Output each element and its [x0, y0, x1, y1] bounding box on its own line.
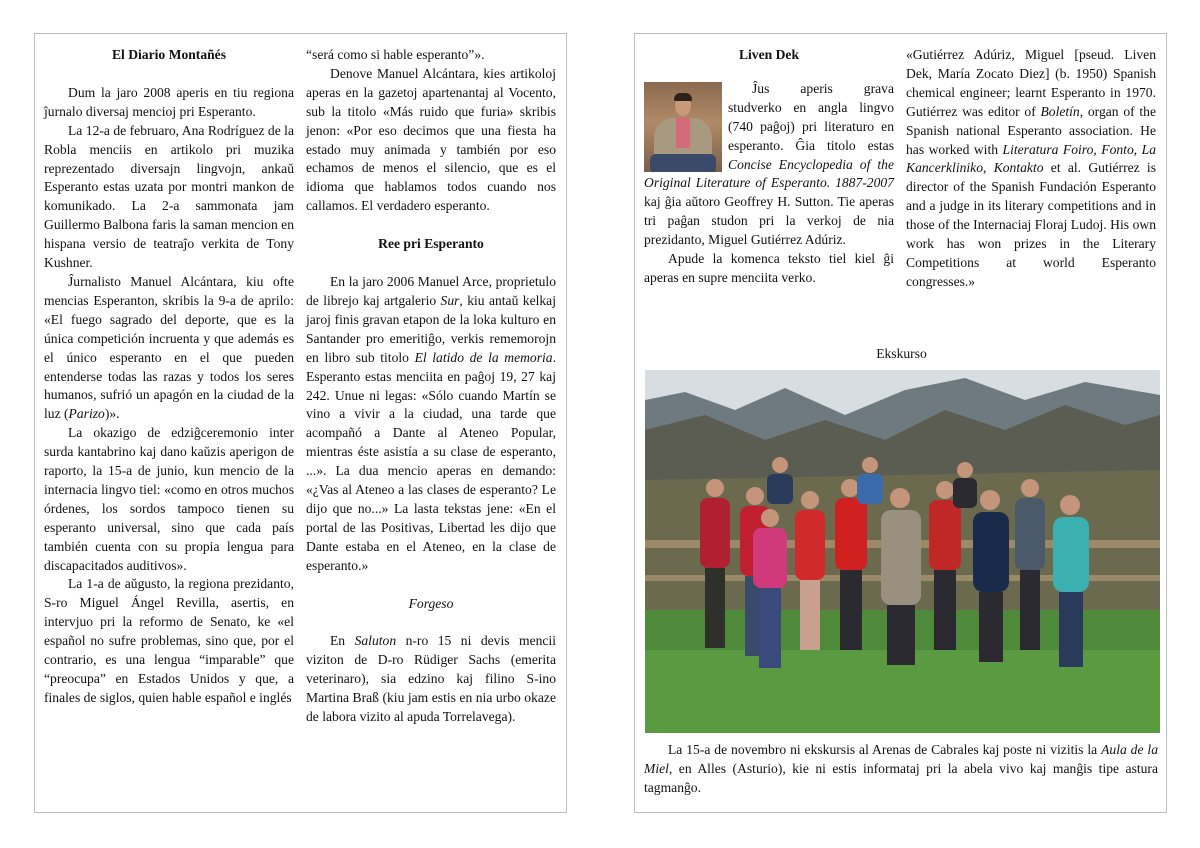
text-span: )».	[104, 406, 120, 422]
italic-text: Parizo	[68, 406, 105, 422]
portrait-hair	[674, 93, 692, 101]
paragraph: Dum la jaro 2008 aperis en tiu regiona ĵurnalo diversaj mencioj pri Esperanto.	[44, 84, 294, 119]
heading-liven-dek: Liven Dek	[738, 47, 800, 62]
text-span: n-ro 15 ni devis mencii viziton de D-ro Rüdiger Sachs (emerita veterinaro), sia edzino kaj filino S-ino Martina Braß (kiu jam estis en nia urbo okaze de labora vizito al apuda Torrelavega).	[306, 633, 556, 725]
paragraph	[306, 273, 556, 576]
portrait-photo	[644, 82, 722, 172]
paragraph: Apude la komenca teksto tiel kiel ĝi aperas en supre menciita verko.	[644, 251, 894, 285]
paragraph	[44, 273, 294, 424]
right-column-2	[906, 46, 1156, 292]
text-span: , en Alles (Asturio), kie ni estis informataj pri la abela vivo kaj manĝis tipe astura tagmanĝo.	[644, 760, 1158, 795]
text-span: En	[330, 633, 355, 649]
text-span: , kiu antaŭ kelkaj jaroj finis gravan etapon de la loka kulturo en Santander pro emeritiĝo, verkis rememorojn en libro sub titolo	[306, 292, 556, 365]
group-photo-illustration	[645, 370, 1160, 733]
heading-el-diario-montanes: El Diario Montañés	[111, 47, 227, 62]
right-page	[634, 33, 1167, 813]
text-span: ,	[1133, 141, 1142, 157]
left-column-2	[306, 46, 556, 727]
paragraph: La 1-a de aŭgusto, la regiona prezidanto, S-ro Miguel Ángel Revilla, asertis, en intervjuo pri la reformo de Senato, ke «el español no sufre problemas, sino que, por el contrario, es una lengua “imparable” que “preocupa” en Estados Unidos y que, a finales de siglos, quien hable español e inglés	[44, 576, 294, 705]
italic-text: Sur	[440, 292, 460, 308]
italic-text: Literatura Foiro	[1002, 141, 1094, 157]
text-span: . Esperanto estas menciita en paĝoj 19, 27 kaj 242. Unue ni legas: «Sólo cuando Martín se vino a vivir a la ciudad, una tarde que acompañó a Dante al Ateneo Popular, mientras éste asistía a su clase de esperanto, ...». La dua mencio aperas en demando: «¿Vas al Ateneo a las clases de esperanto? Le dijo que no...» La lasta tekstas jene: «En el portal de las Positivas, Libertad les dijo que Dante estaba en el Ateneo, en la clase de esperanto.»	[306, 349, 556, 573]
left-page	[34, 33, 567, 813]
italic-text: Concise Encyclopedia of the Original Literature of Esperanto. 1887-2007	[644, 156, 894, 191]
section-title-ekskurso: Ekskurso	[876, 346, 927, 361]
text-span: La 15-a de novembro ni ekskursis al Arenas de Cabrales kaj poste ni vizitis la	[668, 742, 1102, 757]
left-column-1	[44, 46, 294, 708]
text-span: Ĵurnalisto Manuel Alcántara, kiu ofte mencias Esperanton, skribis la 9-a de aprilo: «El fuego sagrado del deporte, que es la única competición incruenta y que además es el único esperanto en el que pueden entenderse todas las razas y todos los seres humanos, sufrió un apagón en la ciudad de la luz (	[44, 273, 294, 422]
paragraph	[906, 46, 1156, 292]
text-span: ,	[983, 160, 994, 176]
paragraph: Denove Manuel Alcántara, kies artikoloj aperas en la gazetoj apartenantaj al Vocento, sub la titolo «Más ruido que furia» skribis jenon: «Por eso decimos que una fiesta ha estado muy animada y también por eso echamos de menos el silencio, que es el idioma que hablamos todos cuando nos callamos. El verdadero esperanto.	[306, 65, 556, 214]
text-span: Ĵus aperis grava studverko en angla lingvo (740 paĝoj) pri literaturo en esperanto. Ĝia titolo estas	[728, 80, 894, 153]
text-span: et al. Gutiérrez is director of the Spanish Fundación Esperanto and a judge in its literary competitions and in those of the Internaciaj Floraj Ludoj. His own work has won prizes in the Literary Competitions at world Esperanto congresses.»	[906, 160, 1156, 289]
paragraph: La okazigo de edziĝceremonio inter surda kantabrino kaj dano kaŭzis aperigon de raporto, la 15-a de junio, kun mencio de la internacia lingvo tiel: «como en otros muchos órdenes, los sordos tampoco tienen su esperanto universal, sino que cada país también cuenta con su propia lengua para discapacitados auditivos».	[44, 425, 294, 573]
heading-ree-pri-esperanto: Ree pri Esperanto	[378, 236, 484, 252]
italic-text: Boletín	[1040, 103, 1080, 119]
heading-forgeso: Forgeso	[408, 595, 454, 611]
text-span: «Gutiérrez Adúriz, Miguel [pseud. Liven Dek, María Zocato Diez] (b. 1950) Spanish chemical engineer; learnt Esperanto in 1970. Gutiérrez was editor of	[906, 47, 1156, 119]
group-photo	[645, 370, 1160, 733]
text-span: kaj ĝia aŭtoro Geoffrey H. Sutton. Tie aperas tri paĝan studon pri la verkoj de nia prezidanto, Miguel Gutiérrez Adúriz.	[644, 194, 894, 248]
italic-text: Kontakto	[993, 160, 1044, 176]
italic-text: La Kancerkliniko	[906, 141, 1156, 176]
photo-caption	[644, 741, 1158, 798]
italic-text: Saluton	[354, 633, 397, 649]
text-span: , organ of the Spanish national Esperanto association. He has worked with	[906, 103, 1156, 157]
text-span: En la jaro 2006 Manuel Arce, proprietulo de librejo kaj artgalerio	[306, 274, 556, 308]
italic-text: Fonto	[1101, 141, 1134, 157]
portrait-shirt	[676, 118, 690, 148]
italic-text: El latido de la memoria	[414, 349, 553, 365]
paragraph: “será como si hable esperanto”».	[306, 47, 485, 62]
paragraph: La 12-a de februaro, Ana Rodríguez de la Robla menciis en artikolo pri muzika reprezentado diversajn lingvojn, ankaŭ Esperanto estas uzata por montri mankon de komunikado. La 2-a sammonata jam Guillermo Balbona faris la saman mencion en hispana versio de teatraĵo verkita de Tony Kushner.	[44, 122, 294, 271]
right-column-1	[644, 46, 894, 288]
italic-text: Aula de la Miel	[644, 742, 1158, 776]
caption-paragraph	[644, 741, 1158, 798]
text-span: ,	[1093, 141, 1102, 157]
portrait-jeans	[650, 154, 716, 172]
paragraph	[306, 632, 556, 727]
